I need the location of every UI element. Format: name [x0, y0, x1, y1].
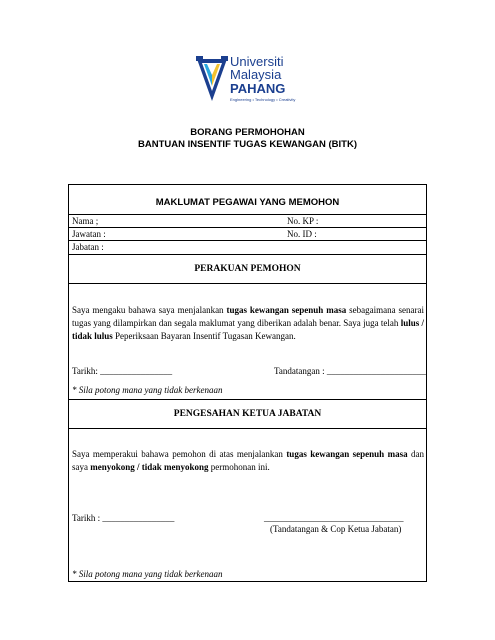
divider	[69, 428, 426, 429]
endorsement-date-field[interactable]: Tarikh : ________________	[72, 513, 175, 523]
application-form	[68, 184, 427, 582]
endorsement-paragraph: Saya memperakui bahawa pemohon di atas menjalankan tugas kewangan sepenuh masa dan saya menyokong / tidak menyokong permohonan ini.	[72, 449, 424, 472]
endorsement-signature-caption: (Tandatangan & Cop Ketua Jabatan)	[270, 524, 402, 534]
ump-emblem-icon	[195, 55, 229, 105]
form-title-line1: BORANG PERMOHOHAN	[190, 127, 305, 138]
university-logo	[195, 55, 310, 105]
applicant-section-title: MAKLUMAT PEGAWAI YANG MEMOHON	[155, 197, 340, 208]
form-title-line2: BANTUAN INSENTIF TUGAS KEWANGAN (BITK)	[137, 139, 357, 150]
logo-tagline: Engineering • Technology • Creativity	[230, 97, 296, 102]
declaration-note: * Sila potong mana yang tidak berkenaan	[72, 385, 223, 395]
declaration-signature-field[interactable]: Tandatangan : ______________________	[274, 366, 426, 376]
endorsement-note: * Sila potong mana yang tidak berkenaan	[72, 569, 223, 579]
divider	[69, 240, 426, 241]
declaration-paragraph: Saya mengaku bahawa saya menjalankan tugas kewangan sepenuh masa sebagaimana senarai tugas yang dilampirkan dan segala maklumat yang diberikan adalah benar. Saya juga telah lulus / tidak lulus Peperiksaan Bayaran Insentif Tugasan Kewangan.	[72, 305, 425, 341]
declaration-section-title: PERAKUAN PEMOHON	[194, 264, 301, 274]
divider	[69, 283, 426, 284]
endorsement-section-title: PENGESAHAN KETUA JABATAN	[173, 409, 322, 419]
divider	[69, 214, 426, 215]
declaration-date-field[interactable]: Tarikh: ________________	[72, 366, 173, 376]
logo-text-pahang: PAHANG	[230, 81, 286, 96]
logo-text-malaysia: Malaysia	[230, 67, 282, 82]
position-label: Jawatan :	[72, 229, 106, 239]
ic-number-label: No. KP :	[287, 216, 319, 226]
endorsement-signature-line[interactable]: _______________________________	[264, 513, 404, 523]
name-label: Nama ;	[72, 216, 99, 226]
logo-text-universiti: Universiti	[230, 54, 284, 69]
divider	[69, 254, 426, 255]
staff-id-label: No. ID :	[287, 229, 317, 239]
department-label: Jabatan :	[72, 242, 104, 252]
divider	[69, 227, 426, 228]
divider	[69, 399, 426, 400]
